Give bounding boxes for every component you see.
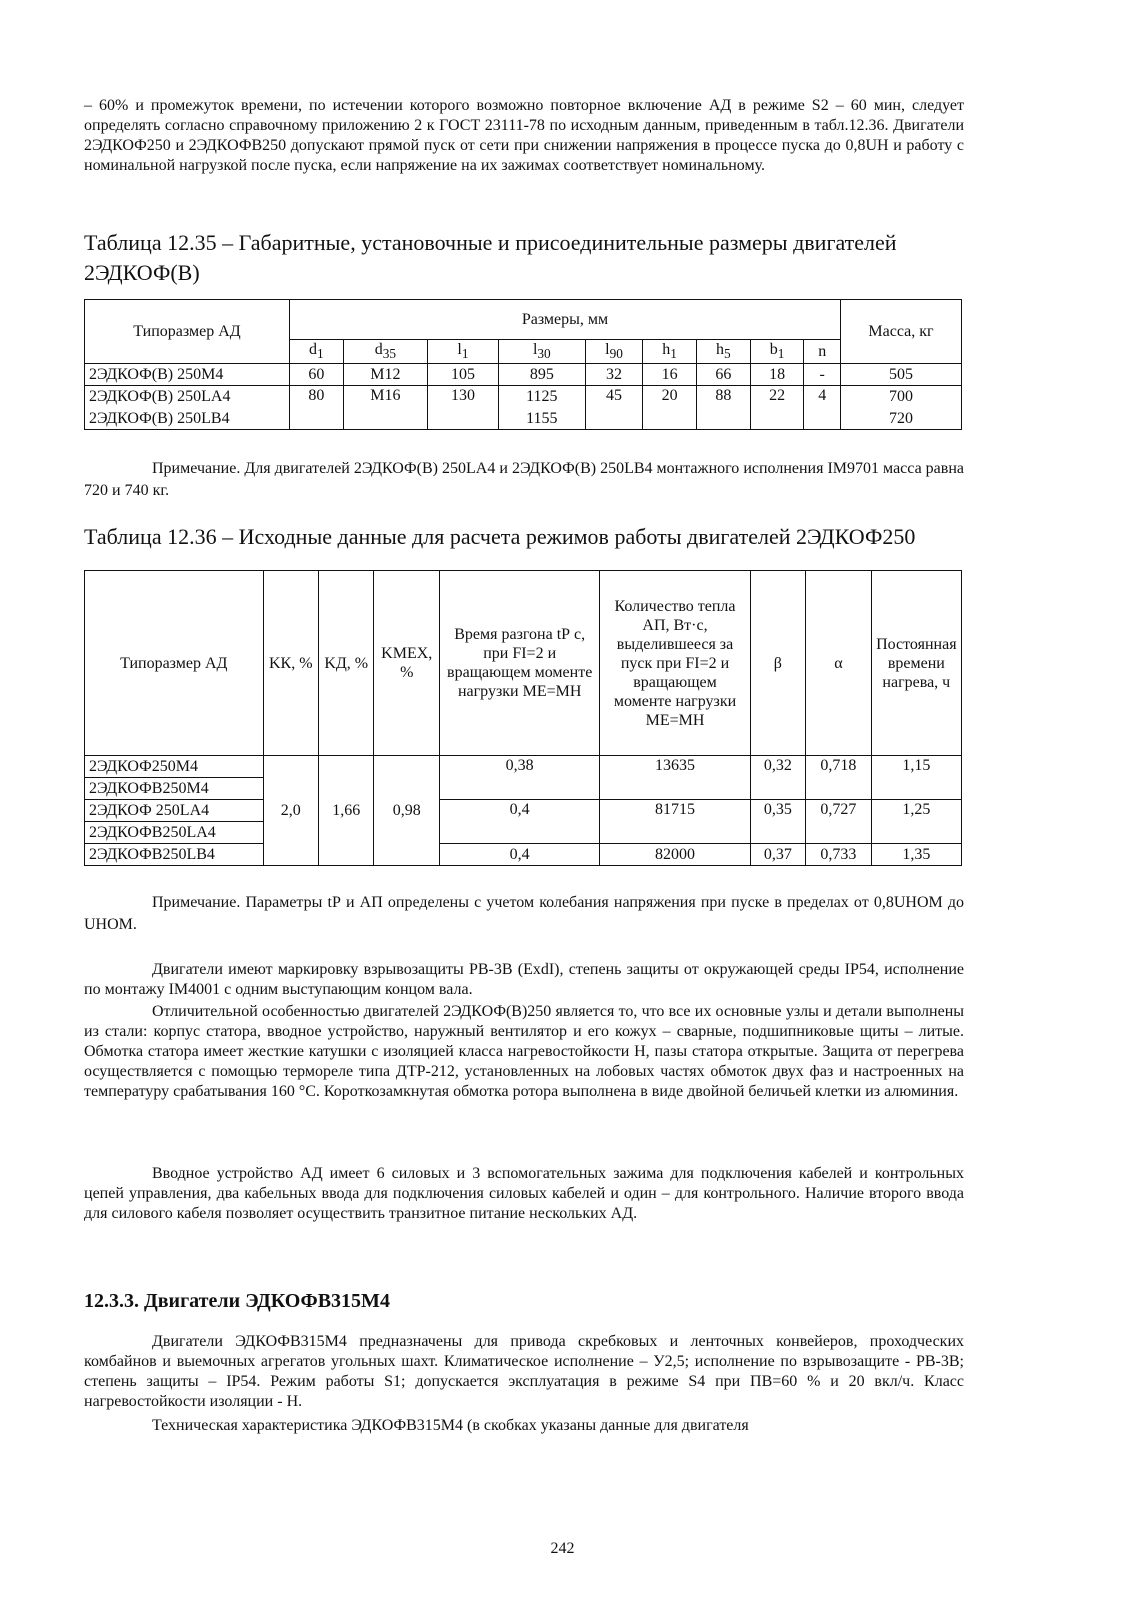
header-alpha: α — [806, 571, 872, 756]
dimensions-table — [84, 299, 962, 430]
header-kmex: KМЕХ, % — [374, 571, 440, 756]
page-number: 242 — [550, 1540, 575, 1557]
sub-h5: $h_5$ — [697, 340, 751, 364]
header-const: Постоянная времени нагрева, ч — [871, 571, 961, 756]
table1-caption: Таблица 12.35 – Габаритные, установочные и присоединительные размеры двигателей 2ЭДКОФ(В) — [84, 230, 897, 285]
paragraph-terminal-box: Вводное устройство АД имеет 6 силовых и 3 вспомогательных зажима для подключения кабелей и контрольных цепей управления, два кабельных ввода для подключения силовых кабелей и один – для контрольного. Наличие второго ввода для силового кабеля позволяет осуществить транзитное питание нескольких АД. — [84, 1165, 964, 1222]
table-row: 2ЭДКОФВ250М4 — [85, 778, 962, 800]
sub-b1: $b_1$ — [750, 340, 804, 364]
sub-h1: $h_1$ — [643, 340, 697, 364]
sub-l1: $l_1$ — [428, 340, 499, 364]
section-heading: 12.3.3. Двигатели ЭДКОФВ315М4 — [84, 1290, 390, 1312]
operating-data-table — [84, 570, 962, 866]
sub-l90: $l_{90}$ — [585, 340, 643, 364]
intro-paragraph: – 60% и промежуток времени, по истечении которого возможно повторное включение АД в режиме S2 – 60 мин, следует определять согласно справочному приложению 2 к ГОСТ 23111-78 по исходным данным, приведенным в табл.12.36. Двигатели 2ЭДКОФ250 и 2ЭДКОФВ250 допускают прямой пуск от сети при снижении напряжения в процессе пуска до 0,8UН и работу с номинальной нагрузкой после пуска, если напряжение на их зажимах соответствует номинальному. — [84, 97, 964, 174]
table-row: 2ЭДКОФ 250LA4 0,4 81715 0,35 0,727 1,25 — [85, 800, 962, 822]
header-type: Типоразмер АД — [85, 300, 290, 364]
table-row: 2ЭДКОФ(В) 250М4 60 М12 105 895 32 16 66 18 - 505 — [85, 364, 962, 386]
table-row: 2ЭДКОФ250М4 2,0 1,66 0,98 0,38 13635 0,32 0,718 1,15 — [85, 756, 962, 778]
sub-d1: $d_1$ — [290, 340, 344, 364]
header-time: Время разгона tР с, при FI=2 и вращающем моменте нагрузки МЕ=МН — [440, 571, 600, 756]
table2-note: Примечание. Параметры tР и АП определены с учетом колебания напряжения при пуске в пределах от 0,8UНОМ до UНОМ. — [84, 894, 964, 933]
table-row: 2ЭДКОФВ250LA4 — [85, 822, 962, 844]
sub-d35: $d_{35}$ — [343, 340, 427, 364]
header-beta: β — [750, 571, 805, 756]
table2-caption: Таблица 12.36 – Исходные данные для расчета режимов работы двигателей 2ЭДКОФ250 — [84, 524, 916, 549]
paragraph-marking: Двигатели имеют маркировку взрывозащиты РВ-3В (ExdI), степень защиты от окружающей среды IP54, исполнение по монтажу IM4001 с одним выступающим концом вала. — [84, 961, 964, 998]
sub-l30: $l_{30}$ — [498, 340, 585, 364]
sub-n: n — [804, 340, 841, 364]
header-kd: KД, % — [318, 571, 373, 756]
header-mass: Масса, кг — [841, 300, 962, 364]
table-row: 2ЭДКОФ(В) 250LA4 80 М16 130 1125 45 20 88 22 4 700 — [85, 386, 962, 408]
table-row: 2ЭДКОФ(В) 250LB4 1155 720 — [85, 408, 962, 430]
header-kk: KК, % — [263, 571, 318, 756]
header-type: Типоразмер АД — [85, 571, 264, 756]
paragraph-features: Отличительной особенностью двигателей 2ЭДКОФ(В)250 является то, что все их основные узлы и детали выполнены из стали: корпус статора, вводное устройство, наружный вентилятор и его кожух – сварные, подшипниковые щиты – литые. Обмотка статора имеет жесткие катушки с изоляцией класса нагревостойкости H, пазы статора открытые. Защита от перегрева осуществляется с помощью термореле типа ДТР-212, установленных на лобовых частях обмоток двух фаз и настроенных на температуру срабатывания 160 °С. Короткозамкнутая обмотка ротора выполнена в виде двойной беличьей клетки из алюминия. — [84, 1003, 964, 1100]
paragraph-purpose: Двигатели ЭДКОФВ315М4 предназначены для привода скребковых и ленточных конвейеров, проходческих комбайнов и выемочных агрегатов угольных шахт. Климатическое исполнение – У2,5; исполнение по взрывозащите - РВ-3В; степень защиты – IP54. Режим работы S1; допускается эксплуатация в режиме S4 при ПВ=60 % и 20 вкл/ч. Класс нагревостойкости изоляции - Н. — [84, 1333, 964, 1410]
header-heat: Количество тепла АП, Вт·с, выделившееся за пуск при FI=2 и вращающем моменте нагрузки МЕ=МН — [600, 571, 750, 756]
table-row: 2ЭДКОФВ250LB4 0,4 82000 0,37 0,733 1,35 — [85, 844, 962, 866]
paragraph-specs: Техническая характеристика ЭДКОФВ315М4 (в скобках указаны данные для двигателя — [152, 1417, 749, 1434]
header-dims: Размеры, мм — [290, 300, 841, 340]
table1-note: Примечание. Для двигателей 2ЭДКОФ(В) 250LA4 и 2ЭДКОФ(В) 250LB4 монтажного исполнения IМ9701 масса равна 720 и 740 кг. — [84, 460, 964, 499]
